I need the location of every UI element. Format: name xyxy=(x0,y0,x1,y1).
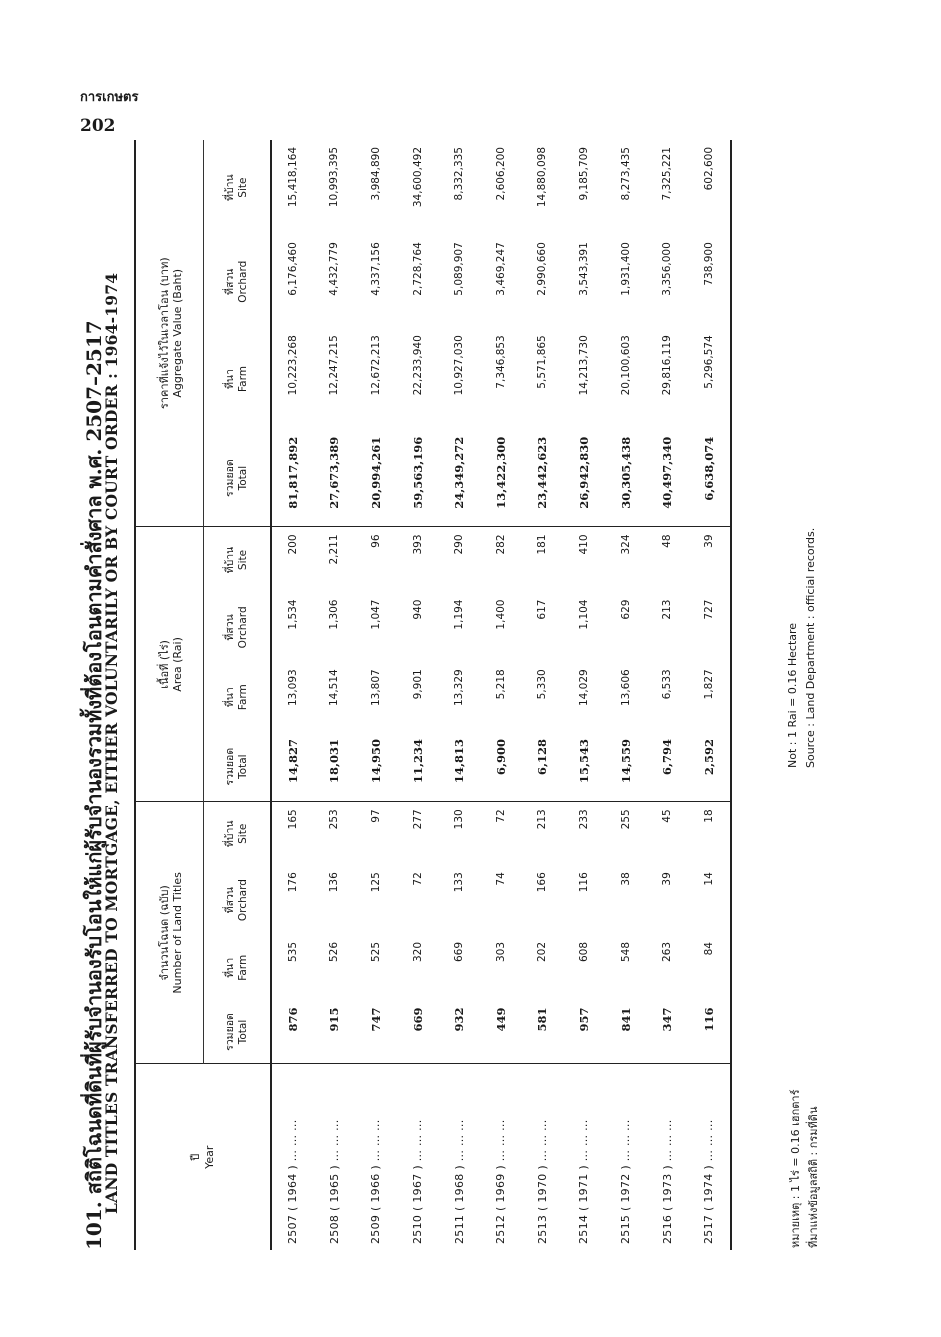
a-total-cell: 14,950 xyxy=(355,732,397,802)
hdr-th: ที่นา xyxy=(223,369,236,389)
a-farm-cell: 13,093 xyxy=(286,669,299,707)
a-farm-cell: 1,827 xyxy=(702,669,715,700)
area-group-en: Area (Rai) xyxy=(171,637,185,692)
note-english: Not : 1 Rai = 0.16 Hectare xyxy=(786,622,799,768)
v-orchard-cell: 5,089,907 xyxy=(453,242,466,296)
hdr-th: รวมยอด xyxy=(223,1013,236,1051)
a-total-cell: 14,827 xyxy=(271,732,314,802)
t-total-cell: 449 xyxy=(480,1001,522,1064)
hdr-en: Orchard xyxy=(236,260,249,303)
area-group-header xyxy=(135,527,203,802)
t-site-cell: 18 xyxy=(702,809,715,823)
v-farm-cell: 5,571,865 xyxy=(536,335,549,389)
page-number: 202 xyxy=(80,116,116,136)
v-orchard-cell: 2,728,764 xyxy=(411,242,424,296)
year-cell: 2512 ( 1969 ) ... ... ... xyxy=(494,1119,508,1244)
a-total-cell: 6,900 xyxy=(480,732,522,802)
table-row xyxy=(314,140,356,1250)
t-site-cell: 165 xyxy=(286,809,299,830)
a-site-cell: 410 xyxy=(577,534,590,555)
hdr-th: ที่สวน xyxy=(223,886,236,914)
value-total-header xyxy=(203,430,271,527)
a-site-cell: 200 xyxy=(286,534,299,555)
v-orchard-cell: 3,543,391 xyxy=(577,242,590,296)
t-farm-cell: 669 xyxy=(453,942,466,963)
a-farm-cell: 13,329 xyxy=(453,669,466,707)
t-orchard-cell: 125 xyxy=(369,872,382,893)
year-header-en: Year xyxy=(203,1145,216,1169)
hdr-en: Farm xyxy=(236,684,249,711)
note-thai: หมายเหตุ : 1 ไร่ = 0.16 เฮกตาร์ xyxy=(789,1089,802,1248)
year-cell: 2507 ( 1964 ) ... ... ... xyxy=(286,1119,300,1244)
t-farm-cell: 548 xyxy=(619,942,632,963)
t-site-cell: 130 xyxy=(453,809,466,830)
year-cell: 2510 ( 1967 ) ... ... ... xyxy=(411,1119,425,1244)
area-group-th: เนื้อที่ (ไร่) xyxy=(157,640,171,689)
t-farm-cell: 263 xyxy=(661,942,674,963)
v-site-cell: 3,984,890 xyxy=(369,147,382,201)
value-group-en: Aggregate Value (Baht) xyxy=(171,268,185,398)
v-orchard-cell: 6,176,460 xyxy=(286,242,299,296)
hdr-en: Total xyxy=(236,754,249,779)
t-orchard-cell: 133 xyxy=(453,872,466,893)
a-orchard-cell: 1,047 xyxy=(369,599,382,630)
rotated-table-page xyxy=(78,130,820,1250)
hdr-en: Site xyxy=(236,823,249,844)
t-site-cell: 45 xyxy=(661,809,674,823)
value-site-header xyxy=(203,140,271,235)
t-site-cell: 72 xyxy=(494,809,507,823)
year-cell: 2514 ( 1971 ) ... ... ... xyxy=(577,1119,591,1244)
table-body xyxy=(271,140,731,1250)
v-total-cell: 30,305,438 xyxy=(605,430,647,527)
t-site-cell: 255 xyxy=(619,809,632,830)
area-farm-header xyxy=(203,662,271,732)
a-farm-cell: 14,514 xyxy=(328,669,341,707)
hdr-en: Site xyxy=(236,549,249,571)
t-site-cell: 277 xyxy=(411,809,424,830)
a-total-cell: 6,128 xyxy=(522,732,564,802)
source-english: Source : Land Department : official records. xyxy=(804,527,817,768)
year-cell: 2509 ( 1966 ) ... ... ... xyxy=(369,1119,383,1244)
titles-total-header xyxy=(203,1001,271,1064)
hdr-th: ที่บ้าน xyxy=(223,546,236,574)
v-orchard-cell: 4,337,156 xyxy=(369,242,382,296)
a-total-cell: 2,592 xyxy=(688,732,731,802)
a-orchard-cell: 1,400 xyxy=(494,599,507,630)
v-orchard-cell: 1,931,400 xyxy=(619,242,632,296)
hdr-th: ที่บ้าน xyxy=(223,820,236,848)
v-total-cell: 40,497,340 xyxy=(646,430,688,527)
v-site-cell: 2,606,200 xyxy=(494,147,507,201)
year-cell: 2511 ( 1968 ) ... ... ... xyxy=(452,1119,466,1244)
v-orchard-cell: 4,432,779 xyxy=(328,242,341,296)
v-site-cell: 8,273,435 xyxy=(619,147,632,201)
t-orchard-cell: 166 xyxy=(536,872,549,893)
v-farm-cell: 7,346,853 xyxy=(494,335,507,389)
a-farm-cell: 13,807 xyxy=(369,669,382,707)
a-farm-cell: 5,330 xyxy=(536,669,549,700)
a-site-cell: 393 xyxy=(411,534,424,555)
t-orchard-cell: 116 xyxy=(577,872,590,893)
hdr-th: รวมยอด xyxy=(223,459,236,497)
hdr-en: Orchard xyxy=(236,879,249,922)
v-site-cell: 10,993,395 xyxy=(328,147,341,208)
hdr-th: ที่สวน xyxy=(223,268,236,295)
hdr-en: Total xyxy=(236,1019,249,1045)
table-row xyxy=(563,140,605,1250)
v-site-cell: 34,600,492 xyxy=(411,147,424,208)
a-farm-cell: 6,533 xyxy=(661,669,674,700)
a-site-cell: 39 xyxy=(702,534,715,548)
t-total-cell: 747 xyxy=(355,1001,397,1064)
v-orchard-cell: 738,900 xyxy=(702,242,715,286)
table-row xyxy=(646,140,688,1250)
v-site-cell: 7,325,221 xyxy=(661,147,674,201)
v-orchard-cell: 3,469,247 xyxy=(494,242,507,296)
v-total-cell: 20,994,261 xyxy=(355,430,397,527)
t-total-cell: 581 xyxy=(522,1001,564,1064)
table-title-english: LAND TITLES TRANSFERRED TO MORTGAGE, EITHER VOLUNTARILY OR BY COURT ORDER : 1964-1974 xyxy=(102,272,121,1214)
table-row xyxy=(480,140,522,1250)
t-orchard-cell: 38 xyxy=(619,872,632,886)
t-farm-cell: 526 xyxy=(328,942,341,963)
a-total-cell: 6,794 xyxy=(646,732,688,802)
v-site-cell: 602,600 xyxy=(702,147,715,191)
a-orchard-cell: 727 xyxy=(702,599,715,620)
value-group-th: ราคาที่แจ้งไว้ในเวลาโอน (บาท) xyxy=(157,257,171,410)
hdr-en: Orchard xyxy=(236,606,249,649)
t-total-cell: 347 xyxy=(646,1001,688,1064)
hdr-th: ที่บ้าน xyxy=(223,174,236,201)
hdr-en: Total xyxy=(236,465,249,491)
t-farm-cell: 608 xyxy=(577,942,590,963)
t-orchard-cell: 14 xyxy=(702,872,715,886)
v-total-cell: 13,422,300 xyxy=(480,430,522,527)
t-total-cell: 932 xyxy=(438,1001,480,1064)
a-orchard-cell: 213 xyxy=(661,599,674,620)
t-total-cell: 669 xyxy=(397,1001,439,1064)
t-site-cell: 213 xyxy=(536,809,549,830)
titles-group-th: จำนวนโฉนด (ฉบับ) xyxy=(157,885,171,981)
v-orchard-cell: 2,990,660 xyxy=(536,242,549,296)
table-row xyxy=(397,140,439,1250)
value-orchard-header xyxy=(203,235,271,328)
running-header: การเกษตร xyxy=(80,90,139,105)
titles-farm-header xyxy=(203,935,271,1001)
v-farm-cell: 29,816,119 xyxy=(661,335,674,396)
v-total-cell: 6,638,074 xyxy=(688,430,731,527)
hdr-th: ที่สวน xyxy=(223,614,236,641)
a-site-cell: 282 xyxy=(494,534,507,555)
t-farm-cell: 202 xyxy=(536,942,549,963)
a-site-cell: 290 xyxy=(453,534,466,555)
a-orchard-cell: 940 xyxy=(411,599,424,620)
t-orchard-cell: 136 xyxy=(328,872,341,893)
year-cell: 2515 ( 1972 ) ... ... ... xyxy=(619,1119,633,1244)
a-total-cell: 14,813 xyxy=(438,732,480,802)
table-row xyxy=(438,140,480,1250)
a-orchard-cell: 629 xyxy=(619,599,632,620)
v-total-cell: 23,442,623 xyxy=(522,430,564,527)
t-total-cell: 915 xyxy=(314,1001,356,1064)
a-site-cell: 48 xyxy=(661,534,674,548)
value-group-header xyxy=(135,140,203,527)
a-site-cell: 2,211 xyxy=(328,534,341,565)
hdr-en: Farm xyxy=(236,366,249,392)
year-cell: 2516 ( 1973 ) ... ... ... xyxy=(660,1119,674,1244)
a-orchard-cell: 1,104 xyxy=(577,599,590,630)
t-farm-cell: 525 xyxy=(369,942,382,963)
table-row xyxy=(522,140,564,1250)
t-orchard-cell: 74 xyxy=(494,872,507,886)
a-total-cell: 15,543 xyxy=(563,732,605,802)
v-total-cell: 26,942,830 xyxy=(563,430,605,527)
a-farm-cell: 13,606 xyxy=(619,669,632,707)
table-row xyxy=(355,140,397,1250)
a-total-cell: 18,031 xyxy=(314,732,356,802)
t-site-cell: 253 xyxy=(328,809,341,830)
v-site-cell: 14,880,098 xyxy=(536,147,549,208)
source-thai: ที่มาแห่งข้อมูลสถิติ : กรมที่ดิน xyxy=(807,1106,820,1248)
year-cell: 2517 ( 1974 ) ... ... ... xyxy=(702,1119,716,1244)
a-farm-cell: 14,029 xyxy=(577,669,590,707)
t-farm-cell: 303 xyxy=(494,942,507,963)
t-total-cell: 841 xyxy=(605,1001,647,1064)
v-farm-cell: 12,672,213 xyxy=(369,335,382,396)
t-site-cell: 233 xyxy=(577,809,590,830)
a-orchard-cell: 1,534 xyxy=(286,599,299,630)
year-cell: 2513 ( 1970 ) ... ... ... xyxy=(535,1119,549,1244)
v-farm-cell: 20,100,603 xyxy=(619,335,632,396)
area-total-header xyxy=(203,732,271,802)
year-cell: 2508 ( 1965 ) ... ... ... xyxy=(327,1119,341,1244)
t-total-cell: 116 xyxy=(688,1001,731,1064)
table-row xyxy=(688,140,731,1250)
a-farm-cell: 9,901 xyxy=(411,669,424,700)
v-farm-cell: 14,213,730 xyxy=(577,335,590,396)
hdr-en: Farm xyxy=(236,954,249,981)
area-orchard-header xyxy=(203,593,271,663)
value-farm-header xyxy=(203,328,271,429)
t-farm-cell: 320 xyxy=(411,942,424,963)
v-total-cell: 81,817,892 xyxy=(271,430,314,527)
t-orchard-cell: 39 xyxy=(661,872,674,886)
hdr-th: ที่นา xyxy=(223,957,236,978)
hdr-en: Site xyxy=(236,177,249,198)
hdr-th: ที่นา xyxy=(223,687,236,708)
hdr-th: รวมยอด xyxy=(223,747,236,786)
t-farm-cell: 84 xyxy=(702,942,715,956)
table-title-thai: 101. สถิติโฉนดที่ดินที่ผู้รับจำนองรับโอนให้แก่ผู้รับจำนองรวมทั้งที่ต้องโอนตามคำสั่งศาล พ.ศ. 2507–2517 xyxy=(82,320,106,1250)
a-site-cell: 181 xyxy=(536,534,549,555)
table-row xyxy=(271,140,314,1250)
table-row xyxy=(605,140,647,1250)
t-site-cell: 97 xyxy=(369,809,382,823)
v-farm-cell: 5,296,574 xyxy=(702,335,715,389)
a-orchard-cell: 1,306 xyxy=(328,599,341,630)
v-farm-cell: 10,223,268 xyxy=(286,335,299,396)
t-orchard-cell: 72 xyxy=(411,872,424,886)
titles-group-header xyxy=(135,802,203,1064)
t-orchard-cell: 176 xyxy=(286,872,299,893)
a-total-cell: 11,234 xyxy=(397,732,439,802)
year-header-th: ปี xyxy=(189,1153,203,1161)
v-farm-cell: 12,247,215 xyxy=(328,335,341,396)
area-site-header xyxy=(203,527,271,593)
v-farm-cell: 22,233,940 xyxy=(411,335,424,396)
a-site-cell: 96 xyxy=(369,534,382,548)
titles-site-header xyxy=(203,802,271,865)
a-farm-cell: 5,218 xyxy=(494,669,507,700)
v-site-cell: 15,418,164 xyxy=(286,147,299,208)
v-farm-cell: 10,927,030 xyxy=(453,335,466,396)
v-site-cell: 9,185,709 xyxy=(577,147,590,201)
titles-orchard-header xyxy=(203,865,271,935)
t-total-cell: 876 xyxy=(271,1001,314,1064)
t-total-cell: 957 xyxy=(563,1001,605,1064)
a-orchard-cell: 617 xyxy=(536,599,549,620)
v-site-cell: 8,332,335 xyxy=(453,147,466,201)
a-total-cell: 14,559 xyxy=(605,732,647,802)
year-header xyxy=(135,1064,271,1250)
v-total-cell: 24,349,272 xyxy=(438,430,480,527)
titles-group-en: Number of Land Titles xyxy=(171,872,185,994)
t-farm-cell: 535 xyxy=(286,942,299,963)
a-orchard-cell: 1,194 xyxy=(453,599,466,630)
a-site-cell: 324 xyxy=(619,534,632,555)
v-orchard-cell: 3,356,000 xyxy=(661,242,674,296)
land-titles-table xyxy=(134,140,732,1250)
v-total-cell: 59,563,196 xyxy=(397,430,439,527)
v-total-cell: 27,673,389 xyxy=(314,430,356,527)
